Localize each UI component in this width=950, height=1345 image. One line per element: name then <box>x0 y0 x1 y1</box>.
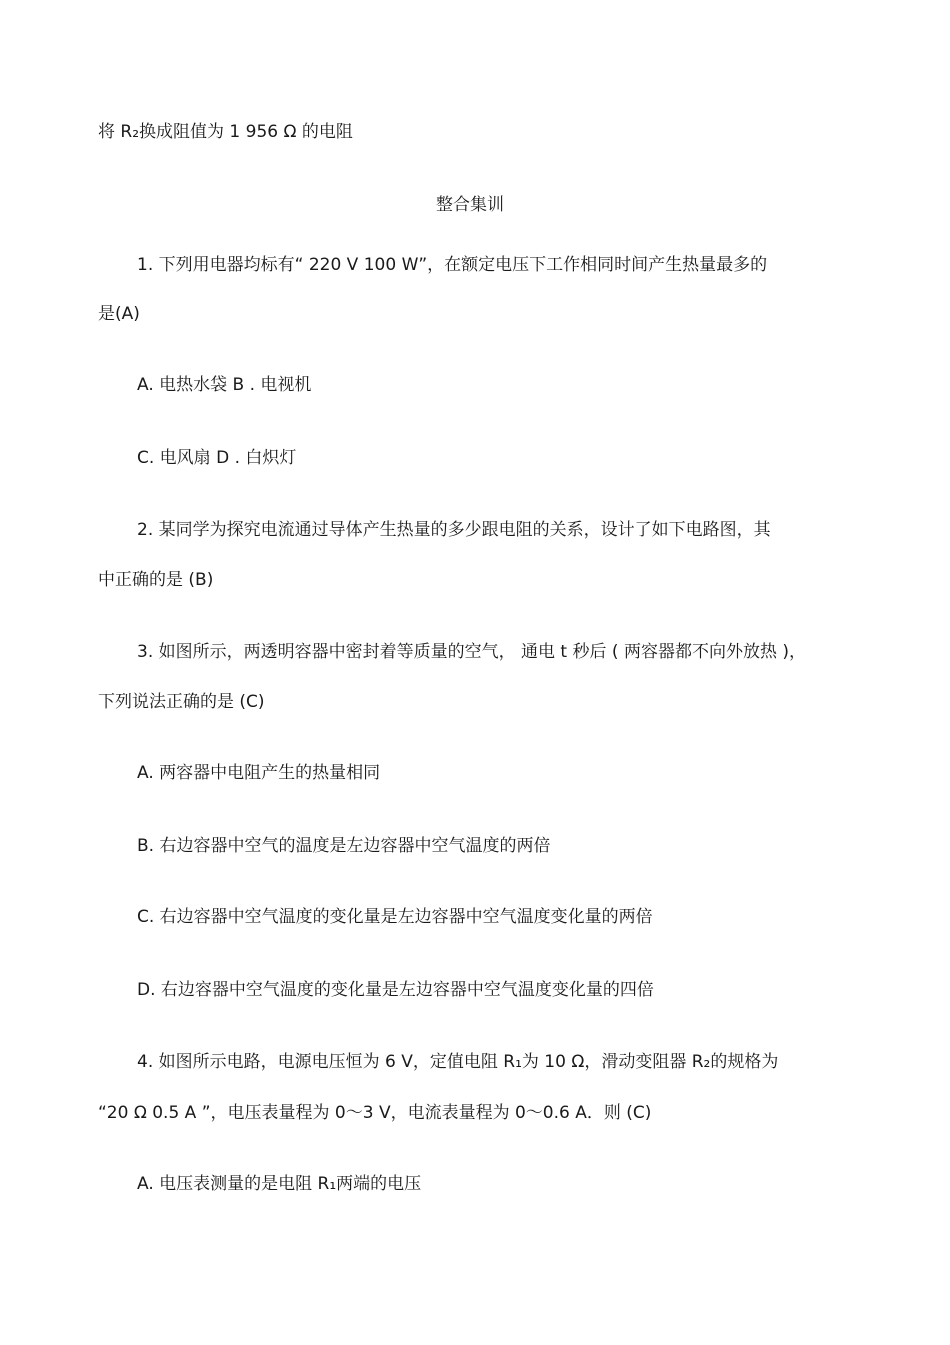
text-line-resistor-replace: 将 R₂换成阻值为 1 956 Ω 的电阻 <box>98 122 353 142</box>
question-1-options-cd: C. 电风扇 D . 白炽灯 <box>137 448 297 468</box>
question-3-stem-cont: 下列说法正确的是 (C) <box>98 692 265 712</box>
question-1-options-ab: A. 电热水袋 B . 电视机 <box>137 375 312 395</box>
question-2-stem: 2. 某同学为探究电流通过导体产生热量的多少跟电阻的关系，设计了如下电路图，其 <box>137 520 771 540</box>
question-3-option-a: A. 两容器中电阻产生的热量相同 <box>137 763 381 783</box>
question-3-option-c: C. 右边容器中空气温度的变化量是左边容器中空气温度变化量的两倍 <box>137 907 653 927</box>
question-4-stem: 4. 如图所示电路，电源电压恒为 6 V，定值电阻 R₁为 10 Ω，滑动变阻器 R₂的规格为 <box>137 1052 779 1072</box>
question-3-stem: 3. 如图所示，两透明容器中密封着等质量的空气， 通电 t 秒后 ( 两容器都不向外放热 )， <box>137 642 806 662</box>
question-3-option-b: B. 右边容器中空气的温度是左边容器中空气温度的两倍 <box>137 836 551 856</box>
question-4-option-a: A. 电压表测量的是电阻 R₁两端的电压 <box>137 1174 422 1194</box>
question-2-stem-cont: 中正确的是 (B) <box>98 570 214 590</box>
question-4-stem-cont: “20 Ω 0.5 A ”，电压表量程为 0～3 V，电流表量程为 0～0.6 A．则 (C) <box>98 1103 652 1123</box>
question-1-stem: 1. 下列用电器均标有“ 220 V 100 W”，在额定电压下工作相同时间产生热量最多的 <box>137 255 768 275</box>
section-title: 整合集训 <box>436 195 504 215</box>
question-1-stem-cont: 是(A) <box>98 304 140 324</box>
question-3-option-d: D. 右边容器中空气温度的变化量是左边容器中空气温度变化量的四倍 <box>137 980 654 1000</box>
